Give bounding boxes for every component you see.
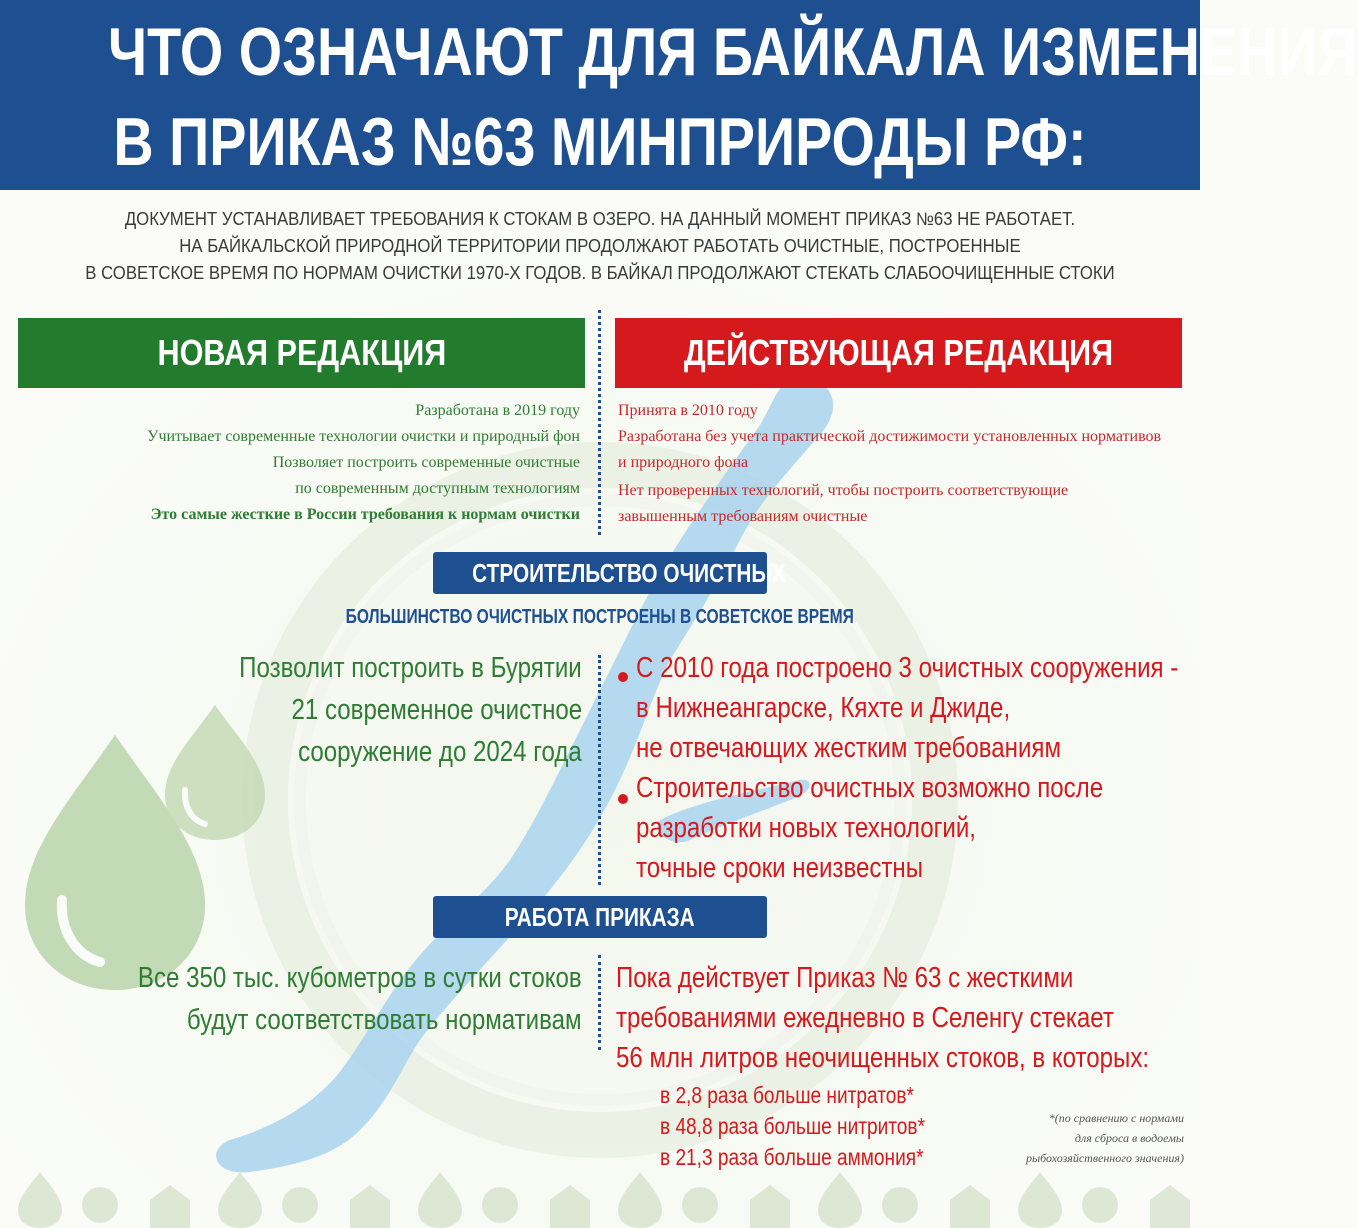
bullet-dot bbox=[618, 672, 628, 682]
current-edition-band bbox=[615, 318, 1182, 388]
current-point-5: завышенным требованиям очистные bbox=[618, 508, 868, 525]
center-divider-bottom bbox=[598, 955, 601, 1050]
new-point-1: Разработана в 2019 году bbox=[415, 402, 580, 419]
footnote-line-2: для сброса в водоемы bbox=[1074, 1131, 1184, 1145]
intro-line-3: В СОВЕТСКОЕ ВРЕМЯ ПО НОРМАМ ОЧИСТКИ 1970-Х ГОДОВ. В БАЙКАЛ ПРОДОЛЖАЮТ СТЕКАТЬ СЛАБООЧИЩЕННЫЕ СТОКИ bbox=[85, 263, 1115, 283]
operation-left-line-2: будут соответствовать нормативам bbox=[187, 1004, 582, 1036]
new-edition-band bbox=[18, 318, 585, 388]
construction-left-line-1: Позволит построить в Бурятии bbox=[239, 652, 582, 684]
footnote-line-3: рыбохозяйственного значения) bbox=[1025, 1151, 1184, 1165]
intro-line-1: ДОКУМЕНТ УСТАНАВЛИВАЕТ ТРЕБОВАНИЯ К СТОКАМ В ОЗЕРО. НА ДАННЫЙ МОМЕНТ ПРИКАЗ №63 НЕ РАБОТАЕТ. bbox=[124, 209, 1076, 229]
current-point-1: Принята в 2010 году bbox=[618, 402, 758, 419]
construction-right-line-4: Строительство очистных возможно после bbox=[636, 772, 1104, 804]
header-banner bbox=[0, 0, 1358, 190]
operation-left-line-1: Все 350 тыс. кубометров в сутки стоков bbox=[138, 962, 582, 994]
center-divider-top bbox=[598, 310, 601, 535]
current-point-3: и природного фона bbox=[618, 454, 749, 471]
intro-line-2: НА БАЙКАЛЬСКОЙ ПРИРОДНОЙ ТЕРРИТОРИИ ПРОДОЛЖАЮТ РАБОТАТЬ ОЧИСТНЫЕ, ПОСТРОЕННЫЕ bbox=[179, 236, 1021, 256]
construction-right-line-5: разработки новых технологий, bbox=[636, 812, 976, 844]
current-point-4: Нет проверенных технологий, чтобы построить соответствующие bbox=[618, 482, 1069, 499]
construction-left-line-3: сооружение до 2024 года bbox=[298, 736, 582, 768]
operation-right-line-1: Пока действует Приказ № 63 с жесткими bbox=[616, 962, 1074, 994]
new-point-4: по современным доступным технологиям bbox=[295, 480, 580, 497]
construction-right-line-3: не отвечающих жестким требованиям bbox=[636, 732, 1061, 764]
construction-right-line-6: точные сроки неизвестны bbox=[636, 852, 924, 884]
construction-label: СТРОИТЕЛЬСТВО ОЧИСТНЫХ bbox=[433, 552, 767, 594]
operation-right-line-2: требованиями ежедневно в Селенгу стекает bbox=[616, 1002, 1114, 1034]
title-line-2: В ПРИКАЗ №63 МИНПРИРОДЫ РФ: bbox=[113, 104, 1087, 180]
construction-left-line-2: 21 современное очистное bbox=[291, 694, 582, 726]
construction-right-line-1: С 2010 года построено 3 очистных сооружения - bbox=[636, 652, 1179, 684]
current-point-2: Разработана без учета практической достижимости установленных нормативов bbox=[618, 428, 1162, 445]
construction-right-line-2: в Нижнеангарске, Кяхте и Джиде, bbox=[636, 692, 1011, 724]
construction-caption: БОЛЬШИНСТВО ОЧИСТНЫХ ПОСТРОЕНЫ В СОВЕТСКОЕ ВРЕМЯ bbox=[345, 606, 855, 628]
operation-right-line-3: 56 млн литров неочищенных стоков, в которых: bbox=[616, 1042, 1150, 1074]
stat-ammonium: в 21,3 раза больше аммония* bbox=[660, 1144, 924, 1170]
stat-nitrites: в 48,8 раза больше нитритов* bbox=[660, 1113, 926, 1139]
new-edition-title: НОВАЯ РЕДАКЦИЯ bbox=[157, 332, 446, 373]
title-line-1: ЧТО ОЗНАЧАЮТ ДЛЯ БАЙКАЛА ИЗМЕНЕНИЯ bbox=[108, 14, 1358, 90]
operation-label: РАБОТА ПРИКАЗА bbox=[433, 896, 767, 938]
new-point-2: Учитывает современные технологии очистки и природный фон bbox=[147, 428, 580, 445]
footnote-line-1: *(по сравнению с нормами bbox=[1048, 1111, 1184, 1125]
new-point-3: Позволяет построить современные очистные bbox=[272, 454, 580, 471]
current-edition-title: ДЕЙСТВУЮЩАЯ РЕДАКЦИЯ bbox=[683, 332, 1114, 373]
bullet-dot bbox=[618, 794, 628, 804]
stat-nitrates: в 2,8 раза больше нитратов* bbox=[660, 1082, 914, 1108]
center-divider-middle bbox=[598, 655, 601, 885]
new-point-5: Это самые жесткие в России требования к нормам очистки bbox=[150, 506, 580, 523]
